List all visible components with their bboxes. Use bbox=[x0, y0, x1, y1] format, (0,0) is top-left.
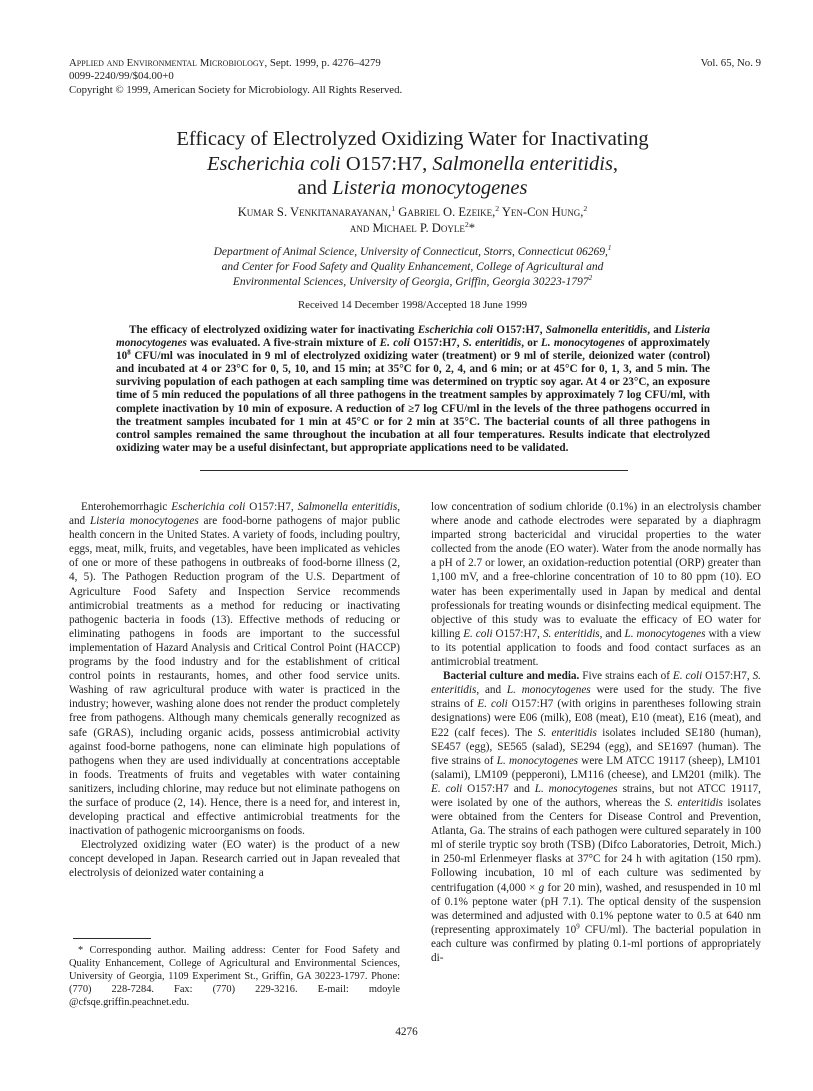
affiliation bbox=[40, 245, 785, 290]
body-paragraph: Bacterial culture and media. Five strains each of E. coli O157:H7, S. enteritidis, and L. monocytogenes were used for the study. The five strains of E. coli O157:H7 (with origins in parentheses following strain designations) were E06 (milk), E08 (meat), E10 (meat), E16 (meat), and E22 (calf feces). The S. enteritidis isolates included SE180 (human), SE457 (egg), SE565 (salad), SE294 (egg), and SE1697 (human). The five strains of L. monocytogenes were LM ATCC 19117 (sheep), LM101 (salami), LM109 (pepperoni), LM116 (cheese), and LM201 (milk). The E. coli O157:H7 and L. monocytogenes strains, but not ATCC 19117, were isolated by one of the authors, whereas the S. enteritidis isolates were obtained from the Centers for Disease Control and Prevention, Atlanta, Ga. The strains of each pathogen were cultured separately in 100 ml of sterile tryptic soy broth (TSB) (Difco Laboratories, Detroit, Mich.) in 250-ml Erlenmeyer flasks at 37°C for 24 h with agitation (150 rpm). Following incubation, 10 ml of each culture was sedimented by centrifugation (4,000 × g for 20 min), washed, and resuspended in 10 ml of 0.1% peptone water (pH 7.1). The optical density of the suspension was determined and adjusted with 0.1% peptone water to 0.5 at 640 nm (representing approximately $10^9$ CFU/ml). The bacterial population in each culture was confirmed by plating 0.1-ml portions of appropriately di- bbox=[431, 670, 761, 964]
title-line-2: Escherichia coli O157:H7, Salmonella enteritidis, bbox=[206, 152, 619, 175]
footnote-divider bbox=[73, 938, 151, 939]
body-paragraph: Electrolyzed oxidizing water (EO water) is the product of a new concept developed in Japan. Research carried out in Japan revealed that electrolysis of deionized water containing a bbox=[69, 839, 400, 880]
abstract bbox=[116, 324, 710, 455]
left-column bbox=[69, 500, 400, 932]
affiliation-line-1: Department of Animal Science, University of Connecticut, Storrs, Connecticut 06269,$^1$ bbox=[213, 244, 612, 258]
affiliation-line-3: Environmental Sciences, University of Georgia, Griffin, Georgia 30223-1797$^2$ bbox=[232, 274, 593, 288]
body-paragraph: Enterohemorrhagic Escherichia coli O157:H7, Salmonella enteritidis, and Listeria monocytogenes are food-borne pathogens of major public health concern in the United States. A variety of foods, including poultry, eggs, meat, milk, fruits, and vegetables, have been implicated as vehicles of one or more of these pathogens in outbreaks of food-borne illness (2, 4, 5). The Pathogen Reduction program of the U.S. Department of Agriculture Food Safety and Inspection Service recommends antimicrobial treatments as a method for reducing or inactivating pathogenic bacteria in foods (13). Effective methods of reducing or eliminating pathogens in foods are important to the successful implementation of Hazard Analysis and Critical Control Point (HACCP) programs by the food industry and for the establishment of critical control points in restaurants, homes, and other food service units. Washing of raw agricultural produce with water is practiced in the industry; however, washing alone does not render the product completely free from pathogens. Although many chemicals generally recognized as safe (GRAS), including organic acids, possess antimicrobial activity against food-borne pathogens, none can eliminate high populations of pathogens when they are used individually at concentrations acceptable in foods. Treatments of fruits and vegetables with water containing sanitizers, including chlorine, may reduce but not eliminate pathogens on the surface of produce (2, 14). Hence, there is a need for, and interest in, developing practical and effective antimicrobial treatments for the inactivation of pathogenic microorganisms on foods. bbox=[69, 501, 400, 838]
abstract-divider bbox=[200, 470, 628, 471]
abstract-paragraph: The efficacy of electrolyzed oxidizing water for inactivating Escherichia coli O157:H7, Salmonella enteritidis, and Listeria monocytogenes was evaluated. A five-strain mixture of E. coli O157:H7, S. enteritidis, or L. monocytogenes of approximately $10^8$ CFU/ml was inoculated in 9 ml of electrolyzed oxidizing water (treatment) or 9 ml of sterile, deionized water (control) and incubated at 4 or 23°C for 0, 5, 10, and 15 min; at 35°C for 0, 2, 4, and 6 min; or at 45°C for 0, 1, 3, and 5 min. The surviving population of each pathogen at each sampling time was determined on tryptic soy agar. At 4 or 23°C, an exposure time of 5 min reduced the populations of all three pathogens in the treatment samples by approximately 7 log CFU/ml, with complete inactivation by 10 min of exposure. A reduction of ≥7 log CFU/ml in the levels of the three pathogens occurred in the treatment samples incubated for 1 min at 45°C or for 2 min at 35°C. The bacterial counts of all three pathogens in control samples remained the same throughout the incubation at all four temperatures. Results indicate that electrolyzed oxidizing water may be a useful disinfectant, but appropriate applications need to be validated. bbox=[116, 324, 710, 454]
journal-header bbox=[69, 57, 761, 97]
journal-citation: Applied and Environmental Microbiology, Sept. 1999, p. 4276–4279 bbox=[69, 57, 381, 69]
title-line-1: Efficacy of Electrolyzed Oxidizing Water for Inactivating bbox=[176, 128, 649, 150]
footnote-text: * Corresponding author. Mailing address: Center for Food Safety and Quality Enhancement, College of Agricultural and Environmental Sciences, University of Georgia, 1109 Experiment St., Griffin, GA 30223-1797. Phone: (770) 228-7284. Fax: (770) 229-3216. E-mail: mdoyle @cfsqe.griffin.peachnet.edu. bbox=[69, 945, 400, 1008]
issn-line: 0099-2240/99/$04.00+0 bbox=[69, 70, 174, 83]
authors-line-2: and Michael P. Doyle$^2$* bbox=[349, 219, 476, 235]
volume-issue: Vol. 65, No. 9 bbox=[700, 57, 761, 69]
right-column bbox=[431, 500, 761, 1022]
article-title bbox=[40, 127, 785, 201]
affiliation-line-2: and Center for Food Safety and Quality Enhancement, College of Agricultural and bbox=[221, 261, 604, 273]
author-list bbox=[40, 205, 785, 236]
authors-line-1: Kumar S. Venkitanarayanan,$^1$ Gabriel O. Ezeike,$^2$ Yen-Con Hung,$^2$ bbox=[237, 203, 588, 219]
corresponding-author-footnote bbox=[69, 938, 400, 1009]
page-number: 4276 bbox=[395, 1026, 418, 1038]
body-paragraph: low concentration of sodium chloride (0.1%) in an electrolysis chamber where anode and cathode electrodes were separated by a diaphragm imparted strong bactericidal and virucidal properties to the water collected from the anode (EO water). Water from the anode normally has a pH of 2.7 or lower, an oxidation-reduction potential (ORP) greater than 1,100 mV, and a free-chlorine concentration of 10 to 80 ppm (10). EO water has been experimentally used in Japan by medical and dental professionals for treating wounds or disinfecting medical equipment. The objective of this study was to evaluate the efficacy of EO water for killing E. coli O157:H7, S. enteritidis, and L. monocytogenes with a view to its potential application to foods and food contact surfaces as an antimicrobial treatment. bbox=[431, 501, 761, 669]
title-line-3: and Listeria monocytogenes bbox=[297, 177, 528, 199]
copyright-line: Copyright © 1999, American Society for Microbiology. All Rights Reserved. bbox=[69, 83, 403, 96]
received-dates: Received 14 December 1998/Accepted 18 June 1999 bbox=[297, 299, 528, 311]
